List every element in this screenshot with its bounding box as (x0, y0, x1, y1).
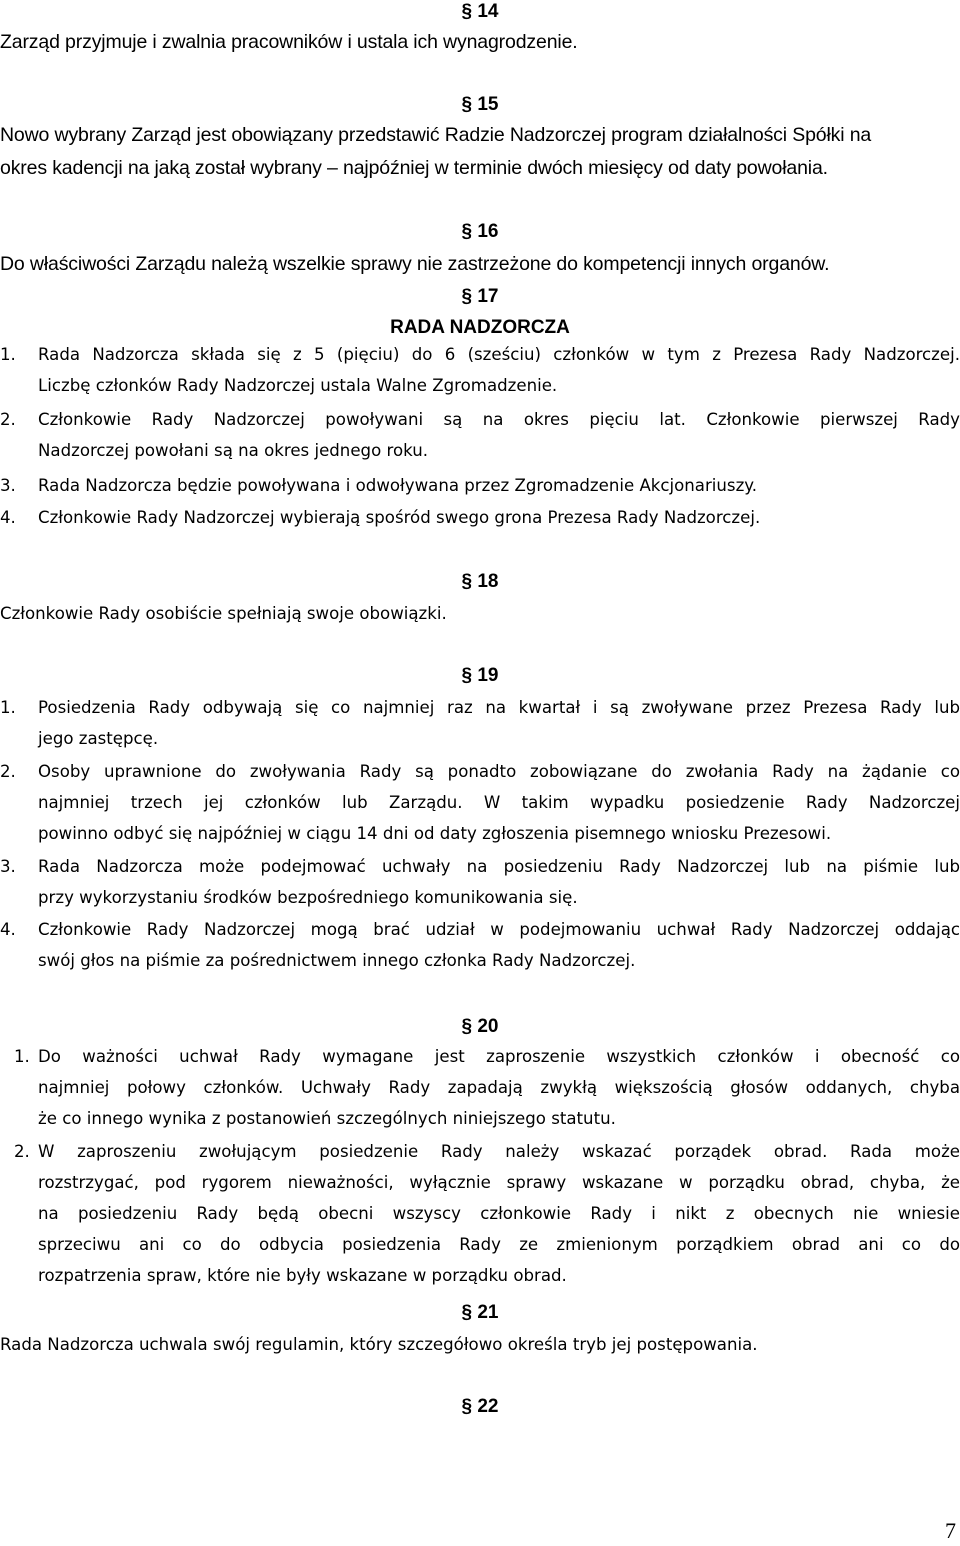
list-item-line: że co innego wynika z postanowień szczególnych niniejszego statutu. (38, 1109, 616, 1128)
list-item-line: Nadzorczej powołani są na okres jednego roku. (38, 441, 428, 460)
list-item-line: Posiedzenia Rady odbywają się co najmniej raz na kwartał i są zwoływane przez Prezesa Rady lub (38, 698, 960, 717)
list-item-line: rozpatrzenia spraw, które nie były wskazane w porządku obrad. (38, 1266, 567, 1285)
list-item-line: Rada Nadzorcza składa się z 5 (pięciu) do 6 (sześciu) członków w tym z Prezesa Rady Nadzorczej. (38, 345, 960, 364)
list-item-line: sprzeciwu ani co do odbycia posiedzenia Rady ze zmienionym porządkiem obrad ani co do (38, 1235, 960, 1254)
section-heading-17: § 17 (461, 286, 499, 307)
section-heading-19: § 19 (461, 665, 499, 686)
list-item-number: 1. (0, 698, 16, 717)
list-item-number: 3. (0, 857, 16, 876)
section-heading-22: § 22 (461, 1396, 499, 1417)
list-item-number: 3. (0, 476, 16, 495)
list-item-line: Rada Nadzorcza będzie powoływana i odwoływana przez Zgromadzenie Akcjonariuszy. (38, 476, 758, 495)
list-item-line: na posiedzeniu Rady będą obecni wszyscy członkowie Rady i nikt z obecnych nie wniesie (38, 1204, 960, 1223)
list-item-text (38, 1041, 960, 1134)
section-16-text: Do właściwości Zarządu należą wszelkie sprawy nie zastrzeżone do kompetencji innych organów. (0, 253, 830, 275)
section-heading-18: § 18 (461, 571, 499, 592)
list-item-text (38, 502, 960, 533)
section-heading-21: § 21 (461, 1302, 499, 1323)
list-item-number: 1. (0, 345, 16, 364)
section-14-text: Zarząd przyjmuje i zwalnia pracowników i ustala ich wynagrodzenie. (0, 31, 578, 53)
list-item-number: 4. (0, 508, 16, 527)
list-item-text (38, 1136, 960, 1291)
list-item-line: najmniej trzech jej członków lub Zarządu. W takim wypadku posiedzenie Rady Nadzorczej (38, 793, 960, 812)
list-item-line: Członkowie Rady Nadzorczej wybierają spośród swego grona Prezesa Rady Nadzorczej. (38, 508, 761, 527)
list-item-text (38, 914, 960, 976)
list-item-line: Do ważności uchwał Rady wymagane jest zaproszenie wszystkich członków i obecność co (38, 1047, 960, 1066)
list-item-number: 1. (14, 1047, 30, 1066)
section-17-subheading: RADA NADZORCZA (390, 317, 570, 338)
list-item-line: powinno odbyć się najpóźniej w ciągu 14 dni od daty zgłoszenia pisemnego wniosku Prezesowi. (38, 824, 832, 843)
list-item-number: 4. (0, 920, 16, 939)
list-item-number: 2. (14, 1142, 30, 1161)
list-item-line: Członkowie Rady Nadzorczej mogą brać udział w podejmowaniu uchwał Rady Nadzorczej oddając (38, 920, 960, 939)
list-item-text (38, 339, 960, 401)
list-item-text (38, 756, 960, 849)
page-number: 7 (945, 1518, 956, 1543)
section-heading-15: § 15 (461, 94, 499, 115)
list-item-line: najmniej połowy członków. Uchwały Rady zapadają zwykłą większością głosów oddanych, chyba (38, 1078, 960, 1097)
list-item-text (38, 470, 960, 501)
list-item-text (38, 851, 960, 913)
section-heading-16: § 16 (461, 221, 499, 242)
list-item-line: przy wykorzystaniu środków bezpośredniego komunikowania się. (38, 888, 578, 907)
list-item-line: W zaproszeniu zwołującym posiedzenie Rady należy wskazać porządek obrad. Rada może (38, 1142, 960, 1161)
section-18-text: Członkowie Rady osobiście spełniają swoje obowiązki. (0, 604, 447, 623)
section-15-line-2: okres kadencji na jaką został wybrany – najpóźniej w terminie dwóch miesięcy od daty powołania. (0, 157, 828, 179)
list-item-line: rozstrzygać, pod rygorem nieważności, wyłącznie sprawy wskazane w porządku obrad, chyba, że (38, 1173, 960, 1192)
list-item-number: 2. (0, 762, 16, 781)
list-item-line: Osoby uprawnione do zwoływania Rady są ponadto zobowiązane do zwołania Rady na żądanie co (38, 762, 960, 781)
list-item-line: Członkowie Rady Nadzorczej powoływani są na okres pięciu lat. Członkowie pierwszej Rady (38, 410, 960, 429)
section-heading-14: § 14 (461, 1, 499, 22)
section-15-line-1: Nowo wybrany Zarząd jest obowiązany przedstawić Radzie Nadzorczej program działalności Spółki na (0, 124, 872, 146)
section-heading-20: § 20 (461, 1016, 499, 1037)
list-item-line: swój głos na piśmie za pośrednictwem innego członka Rady Nadzorczej. (38, 951, 636, 970)
list-item-line: Liczbę członków Rady Nadzorczej ustala Walne Zgromadzenie. (38, 376, 558, 395)
list-item-text (38, 404, 960, 466)
list-item-line: jego zastępcę. (38, 729, 159, 748)
section-21-text: Rada Nadzorcza uchwala swój regulamin, który szczegółowo określa tryb jej postępowania. (0, 1335, 758, 1354)
list-item-line: Rada Nadzorcza może podejmować uchwały na posiedzeniu Rady Nadzorczej lub na piśmie lub (38, 857, 960, 876)
list-item-text (38, 692, 960, 754)
list-item-number: 2. (0, 410, 16, 429)
